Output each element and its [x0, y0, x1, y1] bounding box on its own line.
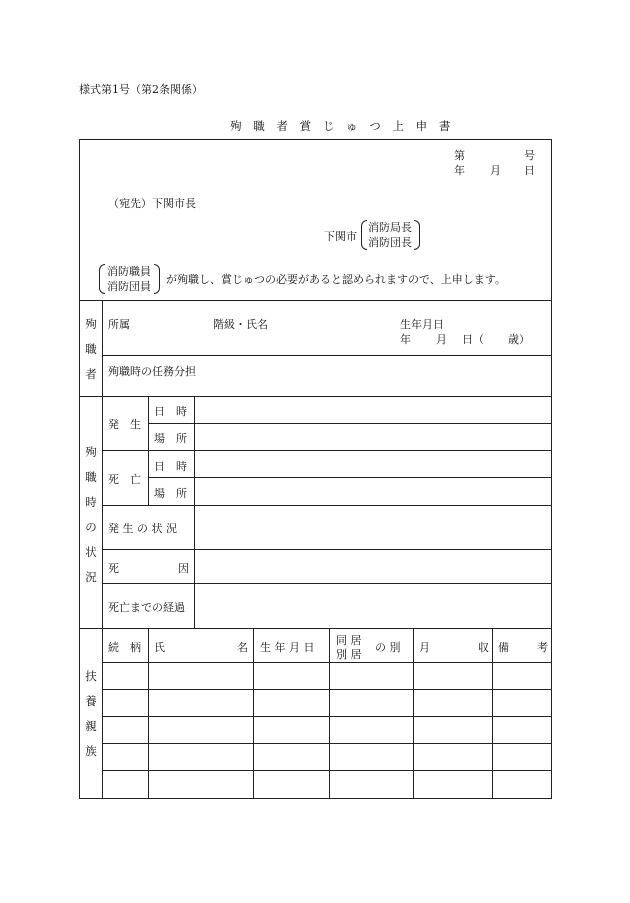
situation-row-4 — [102, 505, 552, 506]
col-name-end: 名 — [237, 641, 248, 654]
situation-value-divider — [194, 396, 195, 628]
sender-city: 下関市 — [324, 230, 357, 243]
label-char: の — [85, 520, 97, 534]
cause-label-start: 死 — [108, 562, 119, 575]
label-char: 況 — [85, 570, 97, 584]
dep-col-5 — [492, 628, 493, 799]
occurrence-datetime-label: 日 時 — [154, 405, 187, 418]
label-char: 扶 — [85, 669, 97, 683]
label-char: 職 — [85, 342, 97, 356]
death-datetime-label: 日 時 — [154, 460, 187, 473]
addressee: （宛先）下関市長 — [108, 197, 196, 210]
col-income-end: 収 — [478, 641, 489, 654]
dep-row-2 — [102, 689, 552, 690]
col-birthdate: 生 年 月 日 — [260, 641, 315, 654]
age: 歳） — [508, 333, 530, 346]
sender-brace-left — [361, 220, 367, 250]
col-relation: 続 柄 — [108, 641, 141, 654]
label-char: 者 — [85, 367, 97, 381]
label-char: 養 — [85, 694, 97, 708]
sender-brace-right — [414, 220, 420, 250]
sender-corps-chief: 消防団長 — [368, 236, 412, 249]
progress-label: 死亡までの経過 — [108, 601, 185, 614]
subject-member: 消防団員 — [107, 280, 151, 293]
col-cohabiting: 同 居 — [336, 634, 362, 647]
subject-brace-left — [99, 264, 105, 294]
situation-row-3 — [148, 477, 552, 478]
form-title: 殉 職 者 賞 じ ゅ つ 上 申 書 — [230, 119, 455, 133]
affiliation-label: 所属 — [108, 318, 130, 331]
situation-section-label — [84, 440, 98, 590]
label-char: 職 — [85, 470, 97, 484]
number-dai: 第 — [454, 149, 465, 162]
death-place-label: 場 所 — [154, 487, 187, 500]
date-year: 年 — [454, 164, 465, 177]
statement-text: が殉職し、賞じゅつの必要があると認められますので、上申します。 — [166, 273, 506, 286]
number-go: 号 — [524, 149, 535, 162]
dep-col-2 — [253, 628, 254, 799]
label-char: 親 — [85, 719, 97, 733]
situation-row-2 — [102, 450, 552, 451]
cause-label-end: 因 — [178, 562, 189, 575]
frame-right — [551, 139, 552, 799]
separator-deceased — [79, 300, 552, 301]
situation-row-5 — [102, 549, 552, 550]
label-char: 状 — [85, 545, 97, 559]
label-char: 殉 — [85, 317, 97, 331]
sender-fire-chief: 消防局長 — [368, 221, 412, 234]
circumstances-label: 発 生 の 状 況 — [108, 522, 177, 535]
label-char: 時 — [85, 495, 97, 509]
death-label: 死 亡 — [108, 473, 141, 486]
deceased-section-label — [84, 312, 98, 387]
subject-staff: 消防職員 — [107, 265, 151, 278]
dep-row-3 — [102, 716, 552, 717]
col-name-start: 氏 — [154, 641, 165, 654]
birthdate-year: 年 — [400, 333, 411, 346]
col-notes-end: 考 — [537, 641, 548, 654]
dep-row-5 — [102, 770, 552, 771]
dep-row-1 — [102, 662, 552, 663]
occurrence-place-label: 場 所 — [154, 432, 187, 445]
deceased-row-divider — [102, 355, 552, 356]
col-distinction: の 別 — [375, 641, 401, 654]
frame-bottom — [79, 798, 552, 799]
birthdate-month: 月 — [436, 333, 447, 346]
form-number: 様式第1号（第2条関係） — [79, 83, 203, 96]
rank-name-label: 階級・氏名 — [213, 318, 268, 331]
frame-top — [79, 139, 552, 140]
dep-col-3 — [329, 628, 330, 799]
dep-col-4 — [413, 628, 414, 799]
separator-dependents — [79, 628, 552, 629]
situation-row-6 — [102, 583, 552, 584]
frame-left — [79, 139, 80, 799]
situation-row-1 — [148, 423, 552, 424]
separator-situation — [79, 396, 552, 397]
col-income-start: 月 — [419, 641, 430, 654]
col-notes-start: 備 — [498, 641, 509, 654]
birthdate-label: 生年月日 — [400, 318, 444, 331]
occurrence-label: 発 生 — [108, 418, 141, 431]
label-char: 殉 — [85, 445, 97, 459]
birthdate-day: 日（ — [462, 333, 484, 346]
dep-col-1 — [148, 628, 149, 799]
label-char: 族 — [85, 744, 97, 758]
dep-row-4 — [102, 743, 552, 744]
date-day: 日 — [524, 164, 535, 177]
col-separate: 別 居 — [336, 648, 362, 661]
date-month: 月 — [490, 164, 501, 177]
subject-brace-right — [154, 264, 160, 294]
duty-label: 殉職時の任務分担 — [108, 365, 196, 378]
dependents-section-label — [84, 664, 98, 764]
